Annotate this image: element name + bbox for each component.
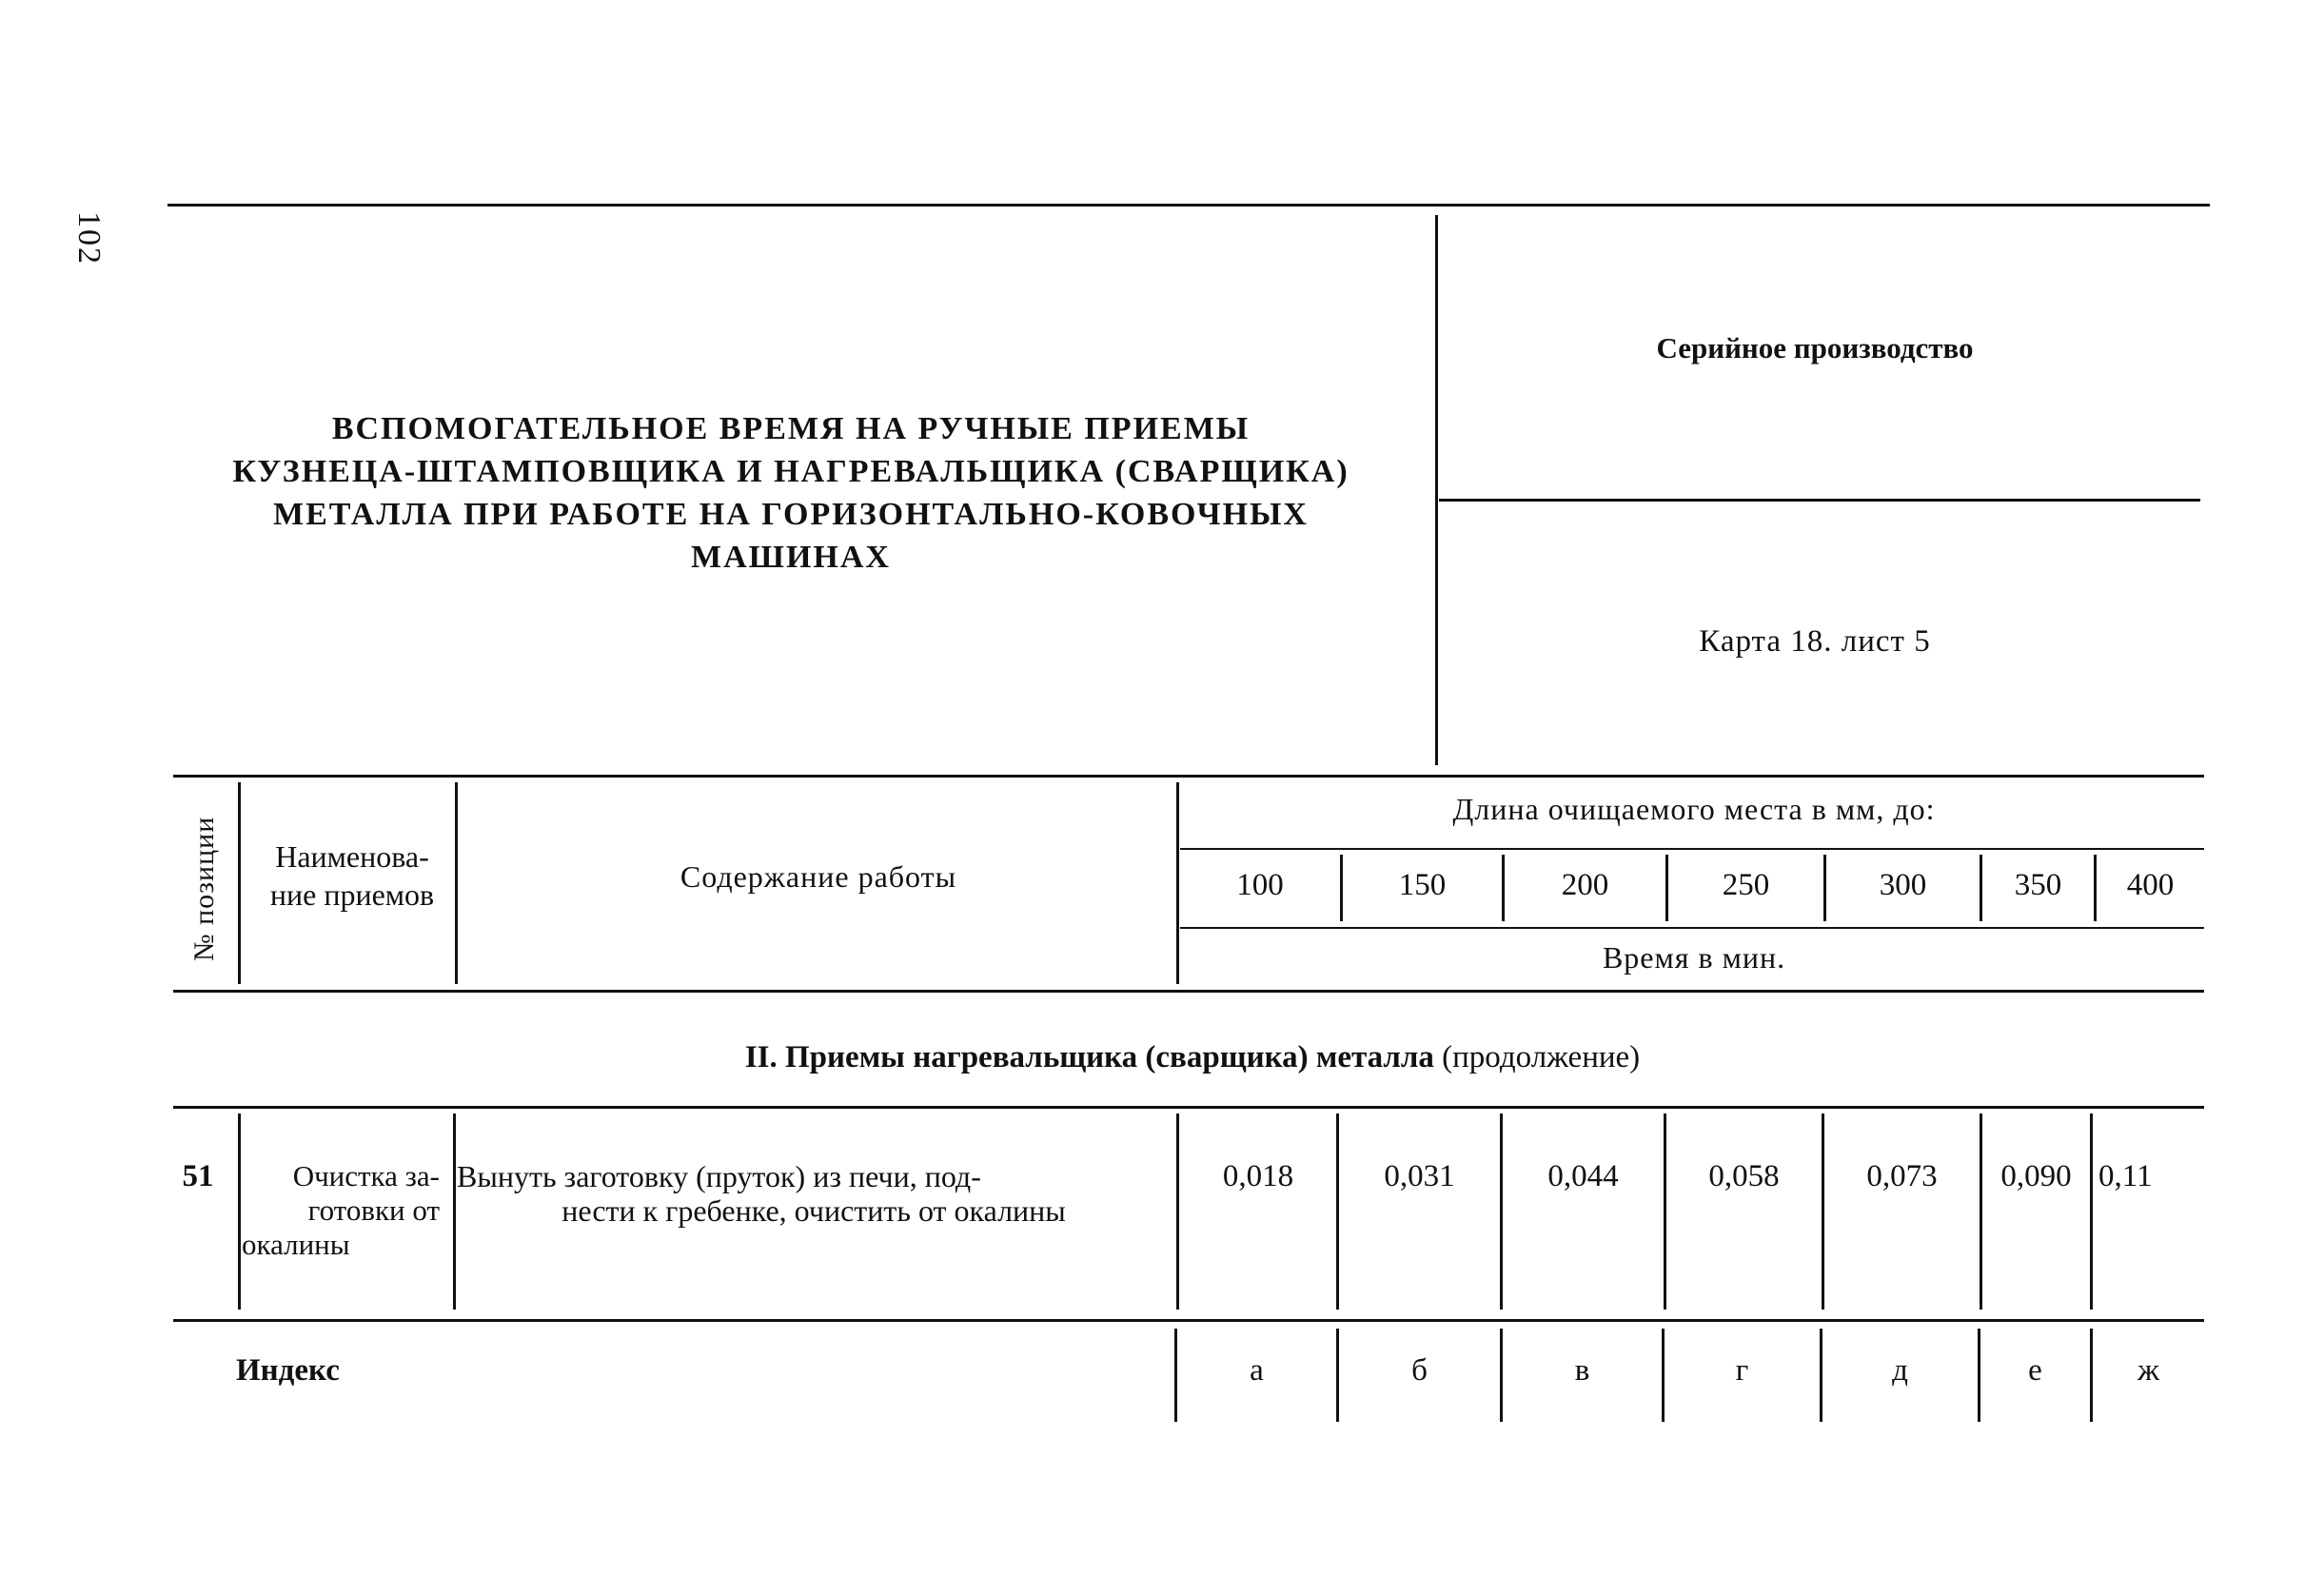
index-label: Индекс (236, 1353, 340, 1388)
section-suffix: (продолжение) (1442, 1040, 1641, 1074)
time-value: 0,018 (1222, 1159, 1294, 1193)
row-divider (1664, 1113, 1666, 1310)
col-name-header-line: ние приемов (269, 877, 435, 912)
row-divider (1822, 1113, 1824, 1310)
row-divider (453, 1113, 456, 1310)
col-divider (238, 782, 241, 984)
row-bottom-rule (173, 1319, 2204, 1322)
col-content-header: Содержание работы (680, 859, 957, 894)
section-name: Приемы нагревальщика (сварщика) металла (785, 1040, 1434, 1074)
time-value: 0,058 (1708, 1159, 1780, 1193)
title-line: МАШИНАХ (691, 540, 891, 575)
index-letter: д (1892, 1353, 1908, 1388)
index-letter: а (1250, 1353, 1264, 1388)
page-title (177, 407, 1405, 579)
table-top-rule (173, 775, 2204, 778)
col-position-header: № позиции (188, 816, 220, 961)
index-letter: б (1411, 1353, 1428, 1388)
row-name-line: окалины (242, 1228, 350, 1261)
row-name-line: Очистка за- (292, 1159, 440, 1192)
top-rule (167, 204, 2210, 207)
col-length-header: Длина очищаемого места в мм, до: (1452, 792, 1936, 826)
length-value: 100 (1236, 868, 1284, 902)
card-label: Карта 18. лист 5 (1699, 624, 1931, 659)
length-value: 200 (1561, 868, 1609, 902)
length-header-rule (1180, 848, 2204, 850)
row-position: 51 (182, 1159, 214, 1193)
production-type: Серийное производство (1656, 331, 1974, 365)
row-divider (238, 1113, 241, 1310)
row-name-line: готовки от (307, 1193, 440, 1227)
row-divider (2090, 1113, 2093, 1310)
row-top-rule (173, 1106, 2204, 1109)
section-number: II. (744, 1040, 778, 1074)
header-divider (1435, 215, 1438, 765)
time-value: 0,044 (1547, 1159, 1619, 1193)
length-value: 250 (1722, 868, 1770, 902)
index-letter: ж (2138, 1353, 2159, 1388)
row-content-line: Вынуть заготовку (пруток) из печи, под- (457, 1159, 981, 1193)
length-value: 300 (1879, 868, 1927, 902)
header-mid-rule (1439, 499, 2200, 502)
time-value: 0,090 (2000, 1159, 2072, 1193)
row-divider (1336, 1113, 1339, 1310)
page-number: 102 (71, 211, 107, 266)
title-line: ВСПОМОГАТЕЛЬНОЕ ВРЕМЯ НА РУЧНЫЕ ПРИЕМЫ (331, 411, 1251, 446)
time-value: 0,031 (1384, 1159, 1455, 1193)
row-content (457, 1159, 1171, 1228)
col-name-header-line: Наименова- (275, 839, 429, 874)
section-title (177, 1040, 2208, 1075)
title-line: КУЗНЕЦА-ШТАМПОВЩИКА И НАГРЕВАЛЬЩИКА (СВАРЩИКА) (232, 454, 1350, 489)
title-line: МЕТАЛЛА ПРИ РАБОТЕ НА ГОРИЗОНТАЛЬНО-КОВОЧНЫХ (273, 497, 1309, 532)
row-divider (1980, 1113, 1982, 1310)
row-divider (1500, 1113, 1503, 1310)
time-value: 0,11 (2098, 1159, 2153, 1193)
length-value: 400 (2126, 868, 2175, 902)
length-value: 350 (2014, 868, 2062, 902)
time-value: 0,073 (1866, 1159, 1938, 1193)
index-letter: в (1574, 1353, 1590, 1388)
length-values-rule (1180, 927, 2204, 929)
row-content-line: нести к гребенке, очистить от окалины (561, 1193, 1066, 1228)
length-value: 150 (1398, 868, 1447, 902)
row-divider (1176, 1113, 1179, 1310)
row-name (242, 1159, 440, 1262)
index-letter: г (1735, 1353, 1749, 1388)
index-letter: е (2028, 1353, 2042, 1388)
table-header-bottom-rule (173, 990, 2204, 993)
col-name-header (247, 837, 457, 914)
col-time-header: Время в мин. (1602, 940, 1786, 975)
